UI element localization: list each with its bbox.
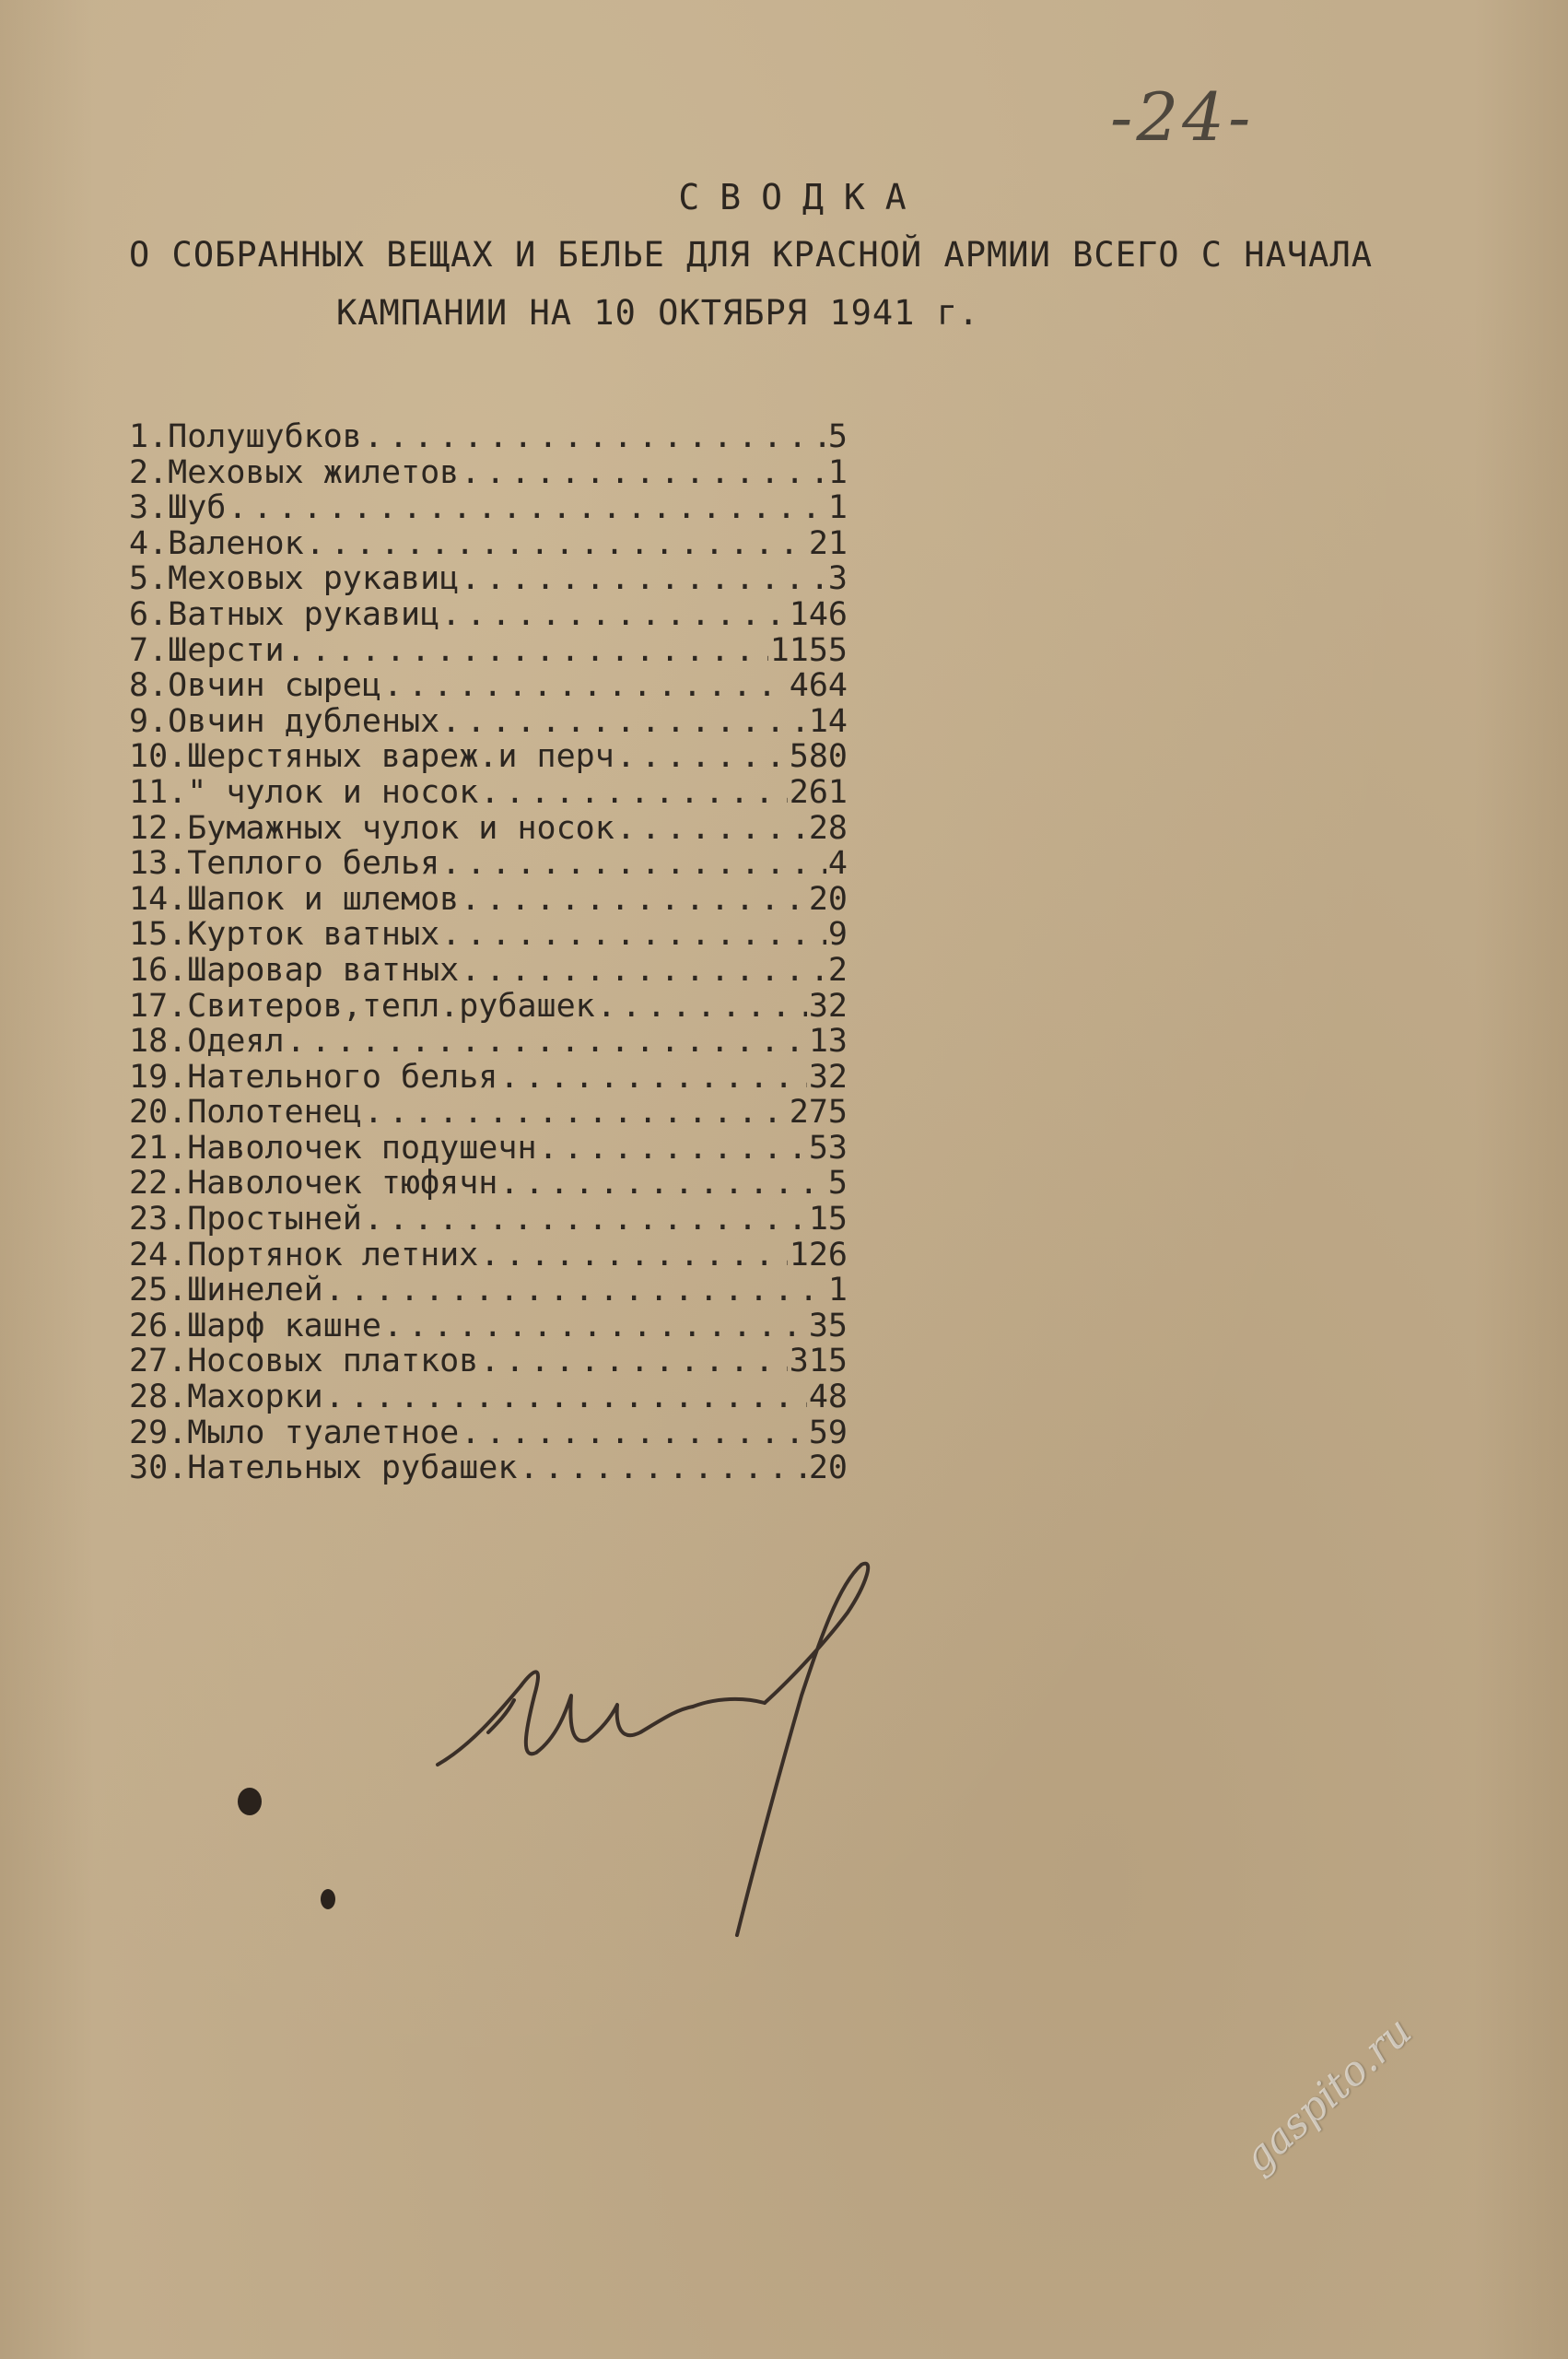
list-item <box>129 1166 848 1202</box>
list-item <box>129 739 848 775</box>
items-list <box>129 419 848 1486</box>
item-label: Шерсти <box>168 631 285 669</box>
list-item <box>129 1131 848 1167</box>
document-title: СВОДКА <box>678 177 927 217</box>
item-label: Нательных рубашек <box>187 1449 518 1487</box>
item-label: Наволочек подушечн <box>187 1129 537 1167</box>
item-number: 16. <box>129 951 188 989</box>
list-item <box>129 597 848 633</box>
item-value: 4 <box>827 845 848 883</box>
item-label: Простыней <box>187 1201 362 1238</box>
item-label: Ватных рукавиц <box>168 595 440 633</box>
item-value: 146 <box>789 595 848 633</box>
item-value: 5 <box>827 418 848 455</box>
item-number: 18. <box>129 1023 188 1061</box>
item-label: " чулок и носок <box>187 773 479 811</box>
list-item <box>129 668 848 704</box>
leader-dots <box>616 811 807 847</box>
item-value: 580 <box>789 738 848 776</box>
item-label: Шарф кашне <box>187 1307 381 1344</box>
leader-dots <box>287 633 768 669</box>
leader-dots <box>228 490 826 526</box>
leader-dots <box>461 1415 807 1451</box>
item-label: Овчин сырец <box>168 667 381 705</box>
item-value: 59 <box>808 1414 848 1451</box>
item-label: Наволочек тюфячн <box>187 1165 498 1203</box>
document-subtitle-line-1: О СОБРАННЫХ ВЕЩАХ И БЕЛЬЕ ДЛЯ КРАСНОЙ АРМИИ ВСЕГО С НАЧАЛА <box>129 235 1374 275</box>
item-number: 4. <box>129 524 169 562</box>
item-value: 5 <box>827 1165 848 1203</box>
item-number: 24. <box>129 1236 188 1273</box>
item-number: 15. <box>129 916 188 954</box>
leader-dots <box>616 739 788 775</box>
item-value: 20 <box>808 880 848 918</box>
leader-dots <box>499 1166 826 1202</box>
item-value: 261 <box>789 773 848 811</box>
watermark-text: gaspito.ru <box>1235 2007 1422 2182</box>
list-item <box>129 882 848 918</box>
item-number: 30. <box>129 1449 188 1487</box>
list-item <box>129 1273 848 1309</box>
item-number: 1. <box>129 418 169 455</box>
item-number: 11. <box>129 773 188 811</box>
item-label: Полотенец <box>187 1094 362 1132</box>
list-item <box>129 1379 848 1415</box>
list-item <box>129 526 848 562</box>
item-number: 14. <box>129 880 188 918</box>
item-number: 27. <box>129 1343 188 1380</box>
handwritten-signature <box>433 1548 949 1954</box>
leader-dots <box>441 704 807 740</box>
item-value: 53 <box>808 1129 848 1167</box>
list-item <box>129 1415 848 1451</box>
leader-dots <box>325 1379 807 1415</box>
item-number: 19. <box>129 1058 188 1096</box>
item-number: 23. <box>129 1201 188 1238</box>
item-number: 29. <box>129 1414 188 1451</box>
list-item <box>129 953 848 989</box>
leader-dots <box>461 455 826 491</box>
item-value: 275 <box>789 1094 848 1132</box>
list-item <box>129 1024 848 1060</box>
ink-blot <box>238 1788 262 1815</box>
item-value: 3 <box>827 560 848 598</box>
item-value: 1 <box>827 453 848 491</box>
item-label: Валенок <box>168 524 304 562</box>
leader-dots <box>325 1273 826 1309</box>
item-label: Свитеров,тепл.рубашек <box>187 987 595 1025</box>
item-label: Нательного белья <box>187 1058 498 1096</box>
item-value: 9 <box>827 916 848 954</box>
list-item <box>129 989 848 1025</box>
document-subtitle-line-2: КАМПАНИИ НА 10 ОКТЯБРЯ 1941 г. <box>336 293 980 333</box>
ink-blot <box>321 1889 335 1909</box>
item-label: Мыло туалетное <box>187 1414 460 1451</box>
list-item <box>129 419 848 455</box>
leader-dots <box>461 953 826 989</box>
leader-dots <box>499 1060 806 1096</box>
leader-dots <box>519 1450 806 1486</box>
item-value: 126 <box>789 1236 848 1273</box>
leader-dots <box>287 1024 807 1060</box>
item-value: 315 <box>789 1343 848 1380</box>
item-value: 32 <box>808 1058 848 1096</box>
page-number: -24- <box>1110 78 1255 156</box>
item-number: 2. <box>129 453 169 491</box>
item-label: Бумажных чулок и носок <box>187 809 614 847</box>
item-number: 7. <box>129 631 169 669</box>
list-item <box>129 561 848 597</box>
item-value: 1155 <box>769 631 848 669</box>
item-label: Теплого белья <box>187 845 440 883</box>
leader-dots <box>480 1344 787 1379</box>
list-item <box>129 1344 848 1379</box>
item-number: 22. <box>129 1165 188 1203</box>
item-value: 14 <box>808 702 848 740</box>
item-number: 3. <box>129 489 169 527</box>
list-item <box>129 775 848 811</box>
list-item <box>129 811 848 847</box>
leader-dots <box>441 846 826 882</box>
list-item <box>129 1309 848 1344</box>
list-item <box>129 1202 848 1238</box>
list-item <box>129 490 848 526</box>
item-number: 28. <box>129 1379 188 1416</box>
item-label: Шуб <box>168 489 227 527</box>
item-number: 9. <box>129 702 169 740</box>
item-number: 5. <box>129 560 169 598</box>
leader-dots <box>364 419 826 455</box>
leader-dots <box>480 1238 787 1273</box>
item-label: Курток ватных <box>187 916 440 954</box>
item-value: 13 <box>808 1023 848 1061</box>
item-number: 26. <box>129 1307 188 1344</box>
item-label: Полушубков <box>168 418 362 455</box>
list-item <box>129 917 848 953</box>
item-number: 12. <box>129 809 188 847</box>
list-item <box>129 1238 848 1273</box>
leader-dots <box>441 917 826 953</box>
item-value: 48 <box>808 1379 848 1416</box>
item-value: 1 <box>827 1272 848 1309</box>
item-value: 28 <box>808 809 848 847</box>
item-value: 20 <box>808 1449 848 1487</box>
item-label: Шаровар ватных <box>187 951 460 989</box>
item-number: 10. <box>129 738 188 776</box>
leader-dots <box>539 1131 807 1167</box>
leader-dots <box>461 882 807 918</box>
leader-dots <box>306 526 807 562</box>
item-number: 6. <box>129 595 169 633</box>
item-number: 20. <box>129 1094 188 1132</box>
leader-dots <box>383 668 788 704</box>
item-number: 17. <box>129 987 188 1025</box>
leader-dots <box>597 989 807 1025</box>
list-item <box>129 1095 848 1131</box>
item-label: Портянок летних <box>187 1236 479 1273</box>
leader-dots <box>480 775 787 811</box>
item-label: Меховых рукавиц <box>168 560 460 598</box>
item-number: 13. <box>129 845 188 883</box>
item-label: Носовых платков <box>187 1343 479 1380</box>
item-label: Меховых жилетов <box>168 453 460 491</box>
item-number: 21. <box>129 1129 188 1167</box>
item-value: 2 <box>827 951 848 989</box>
list-item <box>129 704 848 740</box>
list-item <box>129 1060 848 1096</box>
item-label: Овчин дубленых <box>168 702 440 740</box>
item-label: Шапок и шлемов <box>187 880 460 918</box>
item-value: 21 <box>808 524 848 562</box>
item-label: Шерстяных вареж.и перч <box>187 738 614 776</box>
item-value: 464 <box>789 667 848 705</box>
leader-dots <box>383 1309 807 1344</box>
leader-dots <box>364 1095 788 1131</box>
item-value: 32 <box>808 987 848 1025</box>
leader-dots <box>461 561 826 597</box>
item-value: 35 <box>808 1307 848 1344</box>
list-item <box>129 633 848 669</box>
item-label: Шинелей <box>187 1272 323 1309</box>
item-value: 1 <box>827 489 848 527</box>
list-item <box>129 1450 848 1486</box>
leader-dots <box>441 597 788 633</box>
item-label: Махорки <box>187 1379 323 1416</box>
item-number: 8. <box>129 667 169 705</box>
leader-dots <box>364 1202 807 1238</box>
list-item <box>129 455 848 491</box>
item-value: 15 <box>808 1201 848 1238</box>
item-number: 25. <box>129 1272 188 1309</box>
item-label: Одеял <box>187 1023 285 1061</box>
list-item <box>129 846 848 882</box>
